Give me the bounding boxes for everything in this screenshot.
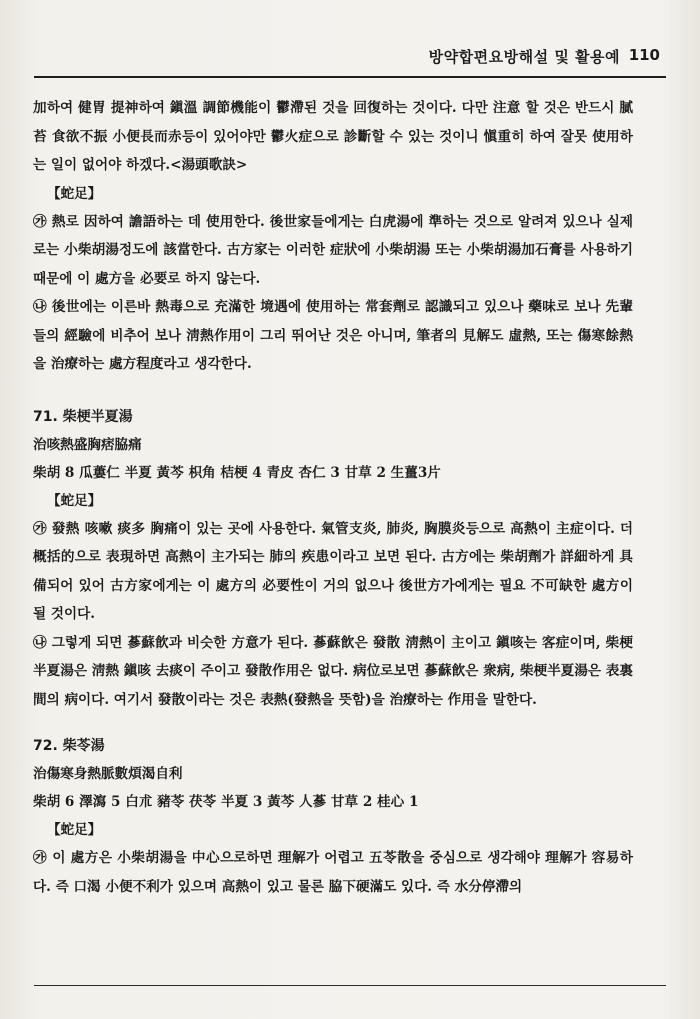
section-71-title: 71. 柴梗半夏湯 [33, 408, 133, 425]
snake-foot-label: 【蛇足】 [47, 822, 102, 838]
section-71-paragraph-2: ㉯ 그렇게 되면 蔘蘇飮과 비슷한 方意가 된다. 蔘蘇飮은 發散 淸熱이 主이고 鎭咳는 客症이며, 柴梗半夏湯은 淸熱 鎭咳 去痰이 주이고 發散作用은 없다. 病位로보면 蔘蘇飮은 衆病, 柴梗半夏湯은 表裏間의 病이다. 여기서 發散이라는 것은 表熱(發熱을 뜻함)을 治療하는 作用을 말한다. [33, 634, 633, 708]
section-a-paragraph-2: ㉯ 後世에는 이른바 熱毒으로 充滿한 境遇에 使用하는 常套劑로 認識되고 있으나 藥味로 보나 先輩들의 經驗에 비추어 보나 淸熱作用이 그리 뛰어난 것은 아니며, 筆者의 見解도 虛熱, 또는 傷寒餘熱을 治療하는 處方程度라고 생각한다. [33, 299, 633, 372]
page-header [34, 40, 666, 78]
snake-foot-label: 【蛇足】 [47, 185, 102, 202]
section-72-indication: 治傷寒身熱脈數煩渴自利 [33, 766, 183, 782]
footer-rule [34, 985, 666, 986]
running-title: 방약합편요방해설 및 활용예 [428, 48, 620, 66]
page-number: 110 [628, 46, 660, 64]
intro-paragraph: 加하여 健胃 提神하여 鎭溫 調節機能이 鬱滯된 것을 回復하는 것이다. 다만 注意 할 것은 반드시 膩苔 食欲不振 小便長而赤등이 있어야만 鬱火症으로 診斷할 수 있는 것이니 愼重히 하여 잘못 使用하는 일이 없어야 하겠다.<湯頭歌訣> [33, 100, 633, 173]
section-71-paragraph-1: ㉮ 發熱 咳嗽 痰多 胸痛이 있는 곳에 사용한다. 氣管支炎, 肺炎, 胸膜炎등으로 高熱이 主症이다. 더 概括的으로 表現하면 高熱이 主가되는 肺의 疾患이라고 보면 된다. 古方에는 柴胡劑가 詳細하게 具備되어 있어 古方家에게는 이 處方의 必要性이 거의 없으나 後世方가에게는 필요 不可缺한 處方이 될 것이다. [33, 520, 633, 622]
section-a-paragraph-1: ㉮ 熱로 因하여 譫語하는 데 使用한다. 後世家들에게는 白虎湯에 準하는 것으로 알려져 있으나 실제로는 小柴胡湯정도에 該當한다. 古方家는 이러한 症狀에 小柴胡湯 또는 小柴胡湯加石膏를 사용하기 때문에 이 處方을 必要로 하지 않는다. [33, 213, 633, 287]
page-body [33, 90, 633, 901]
snake-foot-label: 【蛇足】 [47, 492, 102, 509]
section-72-formula: 柴胡 6 澤瀉 5 白朮 豬苓 茯苓 半夏 3 黃芩 人蔘 甘草 2 桂心 1 [33, 794, 419, 810]
section-71-indication: 治咳熱盛胸痞脇痛 [33, 436, 142, 453]
section-72-title: 72. 柴苓湯 [33, 738, 105, 754]
section-71-formula: 柴胡 8 瓜蔞仁 半夏 黃芩 枳角 桔梗 4 青皮 杏仁 3 甘草 2 生薑3片 [33, 464, 441, 481]
section-72-paragraph-1: ㉮ 이 處方은 小柴胡湯을 中心으로하면 理解가 어렵고 五苓散을 중심으로 생각해야 理解가 容易하다. 즉 口渴 小便不利가 있으며 高熱이 있고 물론 脇下硬滿도 있다. 즉 水分停滯의 [33, 850, 633, 895]
